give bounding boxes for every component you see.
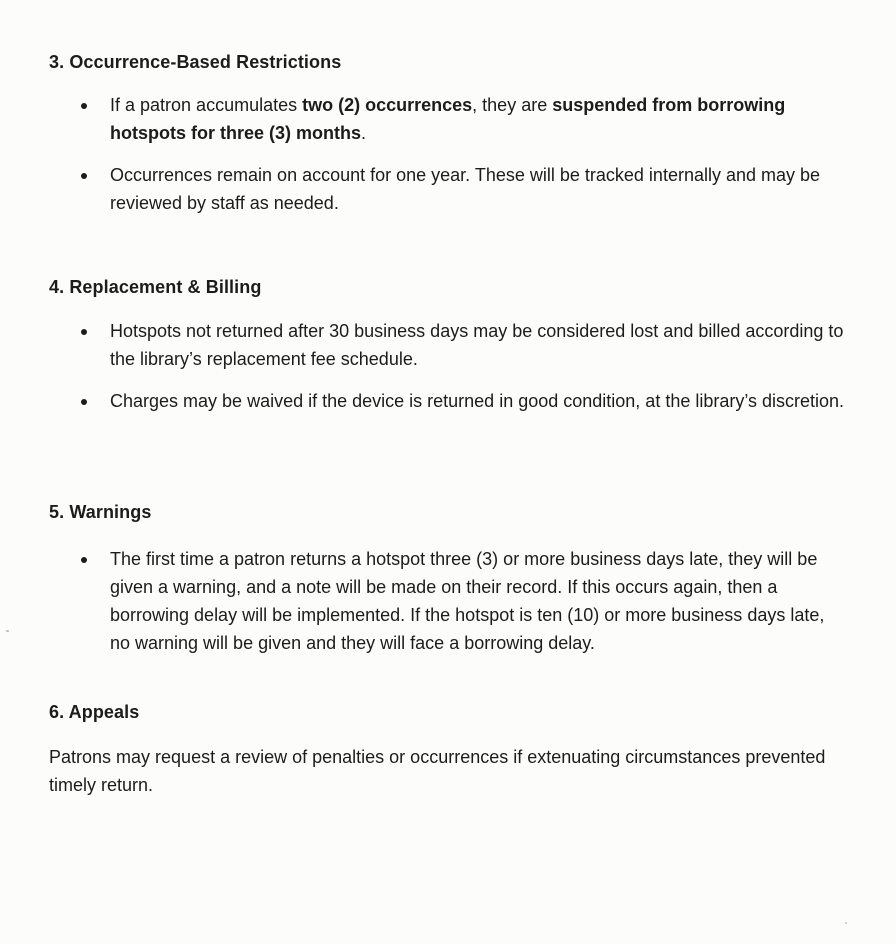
warnings-list bbox=[0, 545, 896, 671]
list-item bbox=[0, 91, 896, 147]
bullet-text-part: , they are bbox=[472, 95, 553, 115]
section-heading-appeals: 6. Appeals bbox=[49, 702, 140, 722]
section-heading-occurrence-restrictions: 3. Occurrence-Based Restrictions bbox=[49, 52, 342, 72]
bullet-text: Charges may be waived if the device is returned in good condition, at the library’s discretion. bbox=[110, 391, 845, 411]
bullet-text-part: If a patron accumulates bbox=[110, 95, 303, 115]
list-item bbox=[0, 545, 896, 657]
bullet-text: Occurrences remain on account for one year. These will be tracked internally and may be reviewed by staff as needed. bbox=[110, 165, 821, 213]
bullet-icon bbox=[81, 103, 87, 109]
bold-text-suspension-terms: suspended from borrowing hotspots for three (3) months bbox=[110, 95, 786, 143]
replacement-billing-list bbox=[0, 317, 896, 429]
list-item bbox=[0, 317, 896, 373]
bullet-icon bbox=[81, 399, 87, 405]
scan-speck bbox=[845, 922, 847, 924]
appeals-paragraph: Patrons may request a review of penalties or occurrences if extenuating circumstances prevented timely return. bbox=[49, 747, 826, 795]
occurrence-restrictions-list bbox=[0, 91, 896, 231]
bullet-text-part: . bbox=[361, 123, 367, 143]
scan-speck bbox=[6, 630, 9, 632]
bullet-text: The first time a patron returns a hotspot three (3) or more business days late, they will be given a warning, and a note will be made on their record. If this occurs again, then a borrowing delay will be implemented. If the hotspot is ten (10) or more business days late, no warning will be given and they will face a borrowing delay. bbox=[110, 549, 825, 653]
list-item bbox=[0, 161, 896, 217]
bullet-icon bbox=[81, 329, 87, 335]
bold-text-occurrence-count: two (2) occurrences bbox=[302, 95, 473, 115]
bullet-icon bbox=[81, 173, 87, 179]
bullet-icon bbox=[81, 557, 87, 563]
section-heading-warnings: 5. Warnings bbox=[49, 502, 152, 522]
bullet-text: Hotspots not returned after 30 business days may be considered lost and billed according to the library’s replacement fee schedule. bbox=[110, 321, 844, 369]
section-heading-replacement-billing: 4. Replacement & Billing bbox=[49, 277, 262, 297]
list-item bbox=[0, 387, 896, 415]
